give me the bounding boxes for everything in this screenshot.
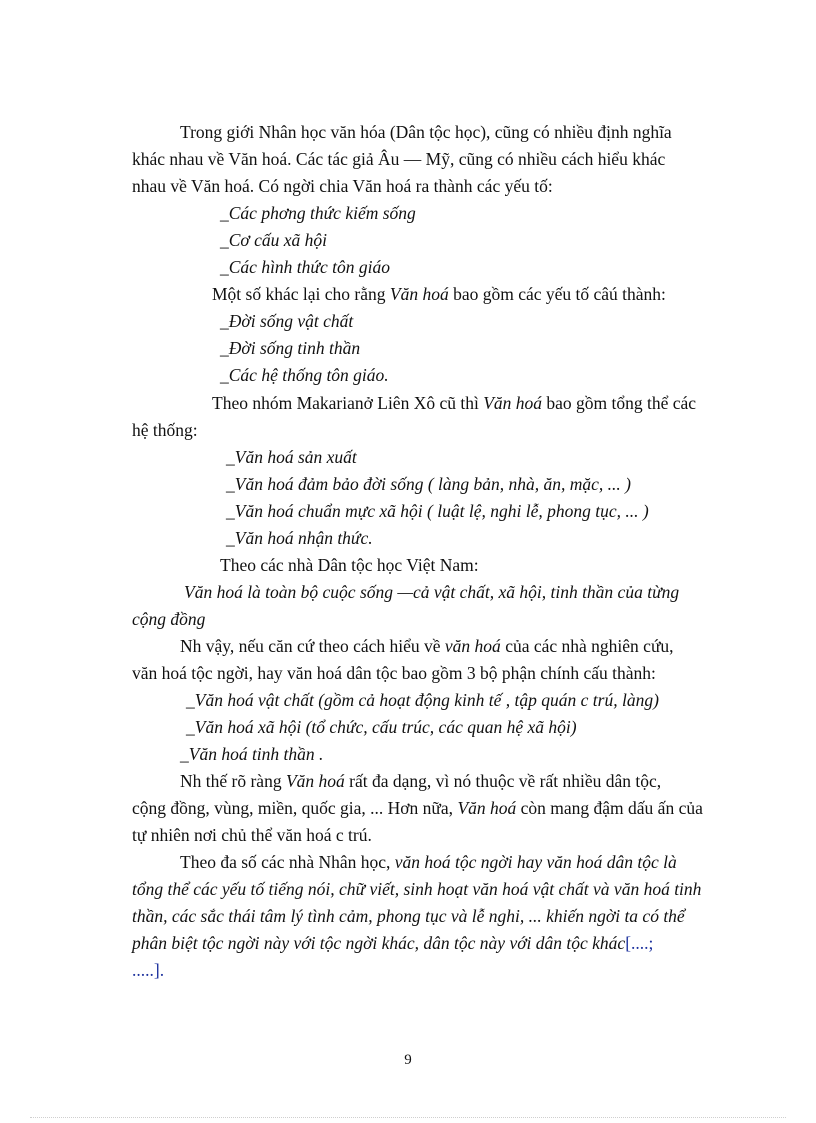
text: Theo nhóm Makarianở Liên Xô cũ thì xyxy=(212,393,484,413)
list-item: _Đời sống vật chất xyxy=(220,311,354,331)
list-item: _Văn hoá vật chất (gồm cả hoạt động kinh tế , tập quán c trú, làng) xyxy=(186,690,659,710)
text: Một số khác lại cho rằng xyxy=(212,284,390,304)
paragraph-line xyxy=(212,282,666,306)
list-item: _Văn hoá đảm bảo đời sống ( làng bản, nhà, ăn, mặc, ... ) xyxy=(226,474,632,494)
list-item: _Văn hoá tinh thần . xyxy=(180,744,324,764)
paragraph-line: tự nhiên nơi chủ thể văn hoá c trú. xyxy=(132,825,372,845)
paragraph-line: Trong giới Nhân học văn hóa (Dân tộc học), cũng có nhiều định nghĩa xyxy=(180,122,672,142)
text: Nh vậy, nếu căn cứ theo cách hiểu về xyxy=(180,636,445,656)
citation-link[interactable]: [....; xyxy=(625,933,654,953)
emphasis: Văn hoá xyxy=(389,284,449,304)
emphasis: Văn hoá xyxy=(457,798,517,818)
list-item: _Văn hoá xã hội (tổ chức, cấu trúc, các quan hệ xã hội) xyxy=(186,717,577,737)
text: của các nhà nghiên cứu, xyxy=(500,636,674,656)
quote-line: Văn hoá là toàn bộ cuộc sống —cả vật chất, xã hội, tinh thần của từng xyxy=(184,582,680,602)
list-item: _Cơ cấu xã hội xyxy=(220,230,328,250)
list-item: _Đời sống tinh thần xyxy=(220,338,361,358)
emphasis: Văn hoá xyxy=(285,771,345,791)
paragraph-line: thần, các sắc thái tâm lý tình cảm, phong tục và lễ nghi, ... khiến ngời ta có thể xyxy=(132,906,685,926)
paragraph-line xyxy=(212,391,696,415)
text: Theo đa số các nhà Nhân học, xyxy=(180,852,395,872)
list-item: _Các hình thức tôn giáo xyxy=(220,257,390,277)
emphasis: văn hoá tộc ngời hay văn hoá dân tộc là xyxy=(394,852,677,872)
text: rất đa dạng, vì nó thuộc về rất nhiều dân tộc, xyxy=(344,771,662,791)
emphasis: văn hoá xyxy=(444,636,501,656)
page-bottom-divider xyxy=(30,1117,786,1118)
list-item: _Văn hoá nhận thức. xyxy=(226,528,373,548)
list-item: _Các hệ thống tôn giáo. xyxy=(220,365,389,385)
paragraph-line xyxy=(180,769,661,793)
paragraph-line: Theo các nhà Dân tộc học Việt Nam: xyxy=(220,555,479,575)
list-item: _Văn hoá chuẩn mực xã hội ( luật lệ, nghi lễ, phong tục, ... ) xyxy=(226,501,649,521)
paragraph-line: hệ thống: xyxy=(132,420,198,440)
citation-link[interactable]: .....]. xyxy=(132,960,165,980)
emphasis: Văn hoá xyxy=(483,393,543,413)
text: bao gồm tổng thể các xyxy=(542,393,697,413)
list-item: _Văn hoá sản xuất xyxy=(226,447,357,467)
paragraph-line: tổng thể các yếu tố tiếng nói, chữ viết, sinh hoạt văn hoá vật chất và văn hoá tinh xyxy=(132,879,702,899)
text: cộng đồng, vùng, miền, quốc gia, ... Hơn nữa, xyxy=(132,798,458,818)
paragraph-line xyxy=(132,931,653,955)
text: Nh thế rõ ràng xyxy=(180,771,286,791)
paragraph-line xyxy=(180,850,677,874)
paragraph-line: nhau về Văn hoá. Có ngời chia Văn hoá ra thành các yếu tố: xyxy=(132,176,553,196)
paragraph-line xyxy=(180,634,674,658)
paragraph-line: khác nhau về Văn hoá. Các tác giả Âu — Mỹ, cũng có nhiều cách hiểu khác xyxy=(132,149,666,169)
text: bao gồm các yếu tố câú thành: xyxy=(448,284,666,304)
text: phân biệt tộc ngời này với tộc ngời khác, dân tộc này với dân tộc khác xyxy=(132,933,626,953)
page-number: 9 xyxy=(404,1052,412,1068)
list-item: _Các phơng thức kiếm sống xyxy=(220,203,416,223)
paragraph-line xyxy=(132,796,703,820)
quote-line: cộng đồng xyxy=(132,609,206,629)
paragraph-line: văn hoá tộc ngời, hay văn hoá dân tộc bao gồm 3 bộ phận chính cấu thành: xyxy=(132,663,656,683)
text: còn mang đậm dấu ấn của xyxy=(516,798,703,818)
